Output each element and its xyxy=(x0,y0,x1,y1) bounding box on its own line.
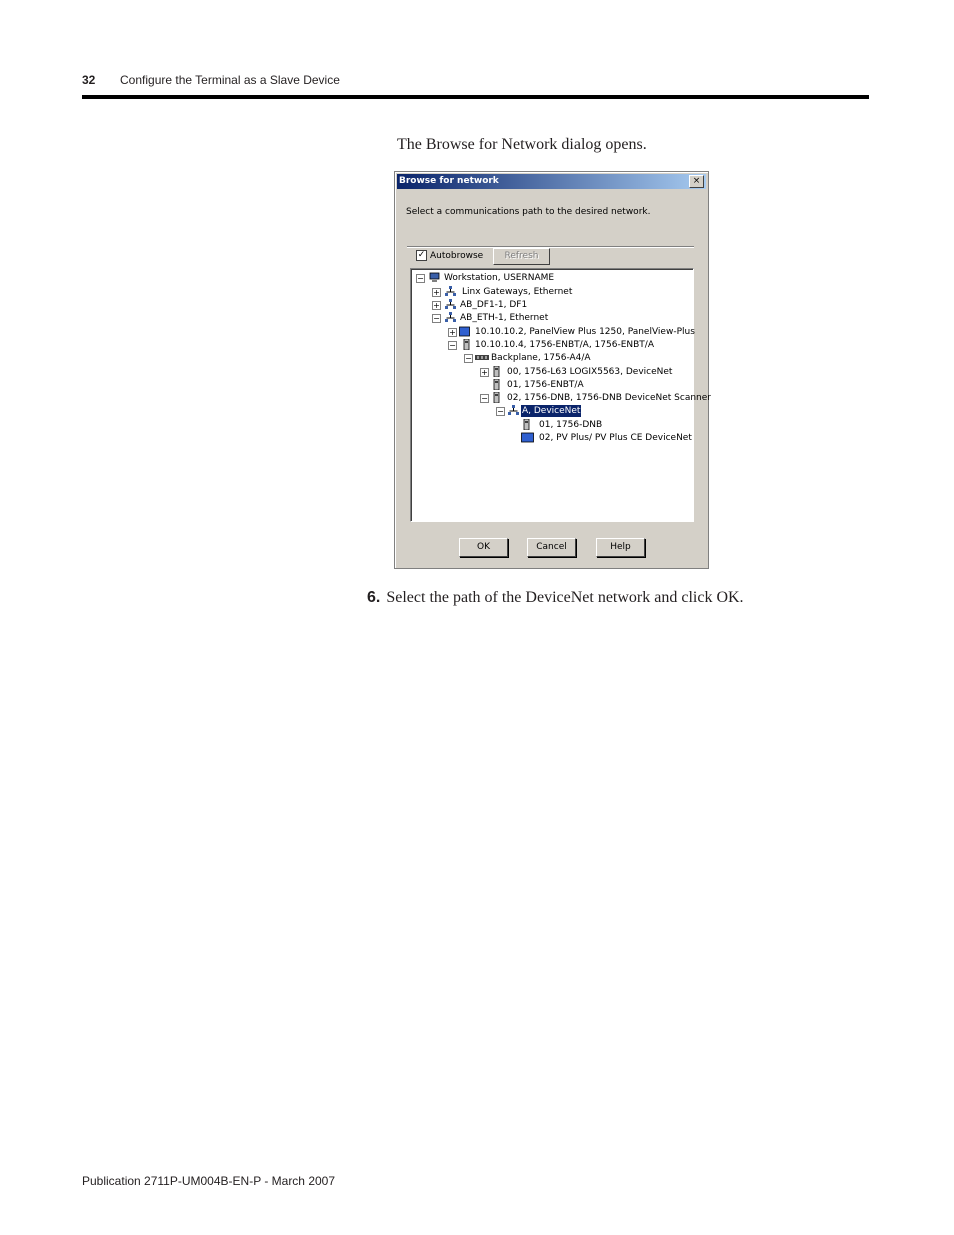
step-instruction xyxy=(367,589,744,607)
panelview-icon xyxy=(521,432,534,443)
expand-icon[interactable]: + xyxy=(449,328,456,337)
module-icon xyxy=(521,419,532,430)
intro-text: The Browse for Network dialog opens. xyxy=(397,136,647,153)
tree-item-label-selected: A, DeviceNet xyxy=(522,406,581,416)
collapse-icon[interactable]: − xyxy=(465,354,472,363)
tree-item-label: Workstation, USERNAME xyxy=(444,273,555,283)
tree-item-label: 10.10.10.2, PanelView Plus 1250, PanelView-Plus xyxy=(475,327,695,337)
dialog-titlebar xyxy=(397,174,706,189)
section-title: Configure the Terminal as a Slave Device xyxy=(120,73,340,87)
tree-item-label: Backplane, 1756-A4/A xyxy=(491,353,591,363)
step-number: 6. xyxy=(367,589,381,606)
network-icon xyxy=(508,405,519,416)
cancel-button[interactable]: Cancel xyxy=(527,538,576,557)
tree-item-label: 02, 1756-DNB, 1756-DNB DeviceNet Scanner xyxy=(507,393,711,403)
collapse-icon[interactable]: − xyxy=(417,274,424,283)
collapse-icon[interactable]: − xyxy=(449,341,456,350)
panelview-icon xyxy=(459,326,470,337)
dialog-separator xyxy=(407,246,694,248)
refresh-button[interactable]: Refresh xyxy=(493,248,550,265)
tree-item-label: AB_DF1-1, DF1 xyxy=(460,300,528,310)
collapse-icon[interactable]: − xyxy=(481,394,488,403)
close-icon[interactable]: × xyxy=(689,175,704,188)
module-icon xyxy=(491,392,502,403)
checkmark-icon: ✓ xyxy=(417,250,426,260)
tree-item-label: AB_ETH-1, Ethernet xyxy=(460,313,549,323)
network-icon xyxy=(445,299,456,310)
module-icon xyxy=(491,379,502,390)
network-icon xyxy=(445,312,456,323)
tree-connector xyxy=(480,381,487,388)
expand-icon[interactable]: + xyxy=(481,368,488,377)
dialog-title: Browse for network xyxy=(399,176,499,186)
module-icon xyxy=(491,366,502,377)
tree-item-label: Linx Gateways, Ethernet xyxy=(462,287,573,297)
computer-icon xyxy=(429,272,440,283)
tree-item-label: 10.10.10.4, 1756-ENBT/A, 1756-ENBT/A xyxy=(475,340,654,350)
collapse-icon[interactable]: − xyxy=(433,314,440,323)
expand-icon[interactable]: + xyxy=(433,288,440,297)
collapse-icon[interactable]: − xyxy=(497,407,504,416)
backplane-icon xyxy=(475,352,489,363)
tree-connector xyxy=(512,434,519,441)
browse-network-dialog xyxy=(394,171,709,569)
tree-item-label: 01, 1756-DNB xyxy=(539,420,603,430)
tree-item-label: 00, 1756-L63 LOGIX5563, DeviceNet xyxy=(507,367,673,377)
expand-icon[interactable]: + xyxy=(433,301,440,310)
autobrowse-label: Autobrowse xyxy=(430,251,484,261)
module-icon xyxy=(461,339,472,350)
dialog-description: Select a communications path to the desired network. xyxy=(406,207,651,217)
tree-item-label: 01, 1756-ENBT/A xyxy=(507,380,584,390)
tree-item-label: 02, PV Plus/ PV Plus CE DeviceNet xyxy=(539,433,692,443)
network-icon xyxy=(445,286,456,297)
network-tree[interactable] xyxy=(410,268,711,522)
help-button[interactable]: Help xyxy=(596,538,645,557)
tree-connector xyxy=(512,421,519,428)
header-rule xyxy=(82,95,869,99)
ok-button[interactable]: OK xyxy=(459,538,508,557)
publication-footer: Publication 2711P-UM004B-EN-P - March 2007 xyxy=(82,1174,336,1188)
autobrowse-checkbox[interactable] xyxy=(416,250,427,261)
page-number: 32 xyxy=(82,73,96,87)
step-text: Select the path of the DeviceNet network and click OK. xyxy=(386,589,744,606)
